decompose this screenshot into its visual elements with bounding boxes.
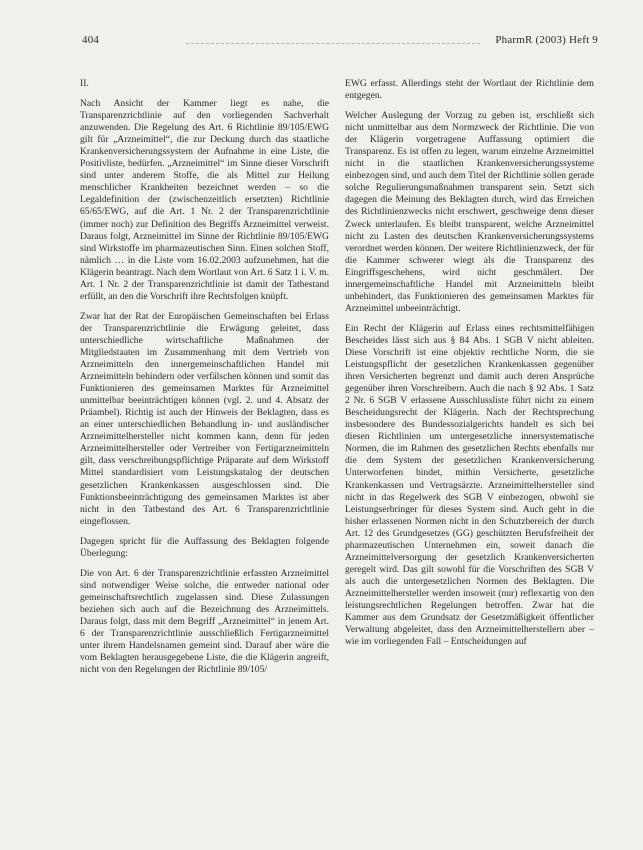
page-header	[82, 34, 598, 50]
paragraph: Zwar hat der Rat der Europäischen Gemeinschaften bei Erlass der Transparenzrichtlinie die Erwägung geleitet, dass unterschiedliche wirtschaftliche Maßnahmen der Mitgliedstaaten im Zusammenhang mit dem Vertrieb von Arzneimitteln den innergemeinschaftlichen Handel mit Arzneimitteln behindern oder verfälschen können und somit das Funktionieren des gemeinsamen Marktes für Arzneimittel unmittelbar beeinträchtigen können (vgl. 2. und 4. Absatz der Präambel). Richtig ist auch der Hinweis der Beklagten, dass es an einer unterschiedlichen Behandlung in- und ausländischer Arzneimittelhersteller nicht kommen kann, denn für jeden Arzneimittelhersteller oder Vertreiber von Fertigarzneimitteln gilt, dass verschreibungspflichtige Präparate auf dem Wirkstoff Mittel standardisiert vom Leistungskatalog der deutschen gesetzlichen Krankenkassen ausgeschlossen sind. Die Funktionsbeeinträchtigung des gemeinsamen Marktes ist aber nicht in den Tatbestand des Art. 6 Transparenzrichtlinie eingeflossen.	[80, 310, 329, 527]
paragraph: EWG erfasst. Allerdings steht der Wortlaut der Richtlinie dem entgegen.	[345, 78, 594, 102]
running-head: PharmR (2003) Heft 9	[495, 34, 598, 46]
section-label: II.	[80, 78, 89, 89]
page-number: 404	[82, 34, 100, 46]
paragraph: Welcher Auslegung der Vorzug zu geben ist, erschließt sich nicht unmittelbar aus dem Normzweck der Richtlinie. Die von der Klägerin vorgetragene Auffassung optimiert die Transparenz. Es ist offen zu legen, warum einzelne Arzneimittel nicht in die staatlichen Krankenversicherungssysteme einbezogen sind, und auch dem Titel der Richtlinie sollen gerade solche Regulierungsmaßnahmen transparent sein. Setzt sich dagegen die Meinung des Beklagten durch, wird das Erreichen des Richtlinienzwecks nicht erschwert, geschweige denn dieser Zweck unterlaufen. Es bleibt transparent, welche Arzneimittel nicht zu Lasten des deutschen Krankenversicherungssystems verordnet werden können. Der weitere Richtlinienzweck, der für die Kammer schwerer wiegt als die Transparenz des Eingriffsgeschehens, wird nicht geschmälert. Der innergemeinschaftliche Handel mit Arzneimitteln bleibt unbehindert, das Funktionieren des gemeinsamen Marktes für Arzneimittel unbeeinträchtigt.	[345, 110, 594, 314]
paragraph: Ein Recht der Klägerin auf Erlass eines rechtsmittelfähigen Bescheides lässt sich aus § 84 Abs. 1 SGB V nicht ableiten. Diese Vorschrift ist eine objektiv rechtliche Norm, die sie Leistungspflicht der gesetzlichen Krankenkassen gegenüber ihren Versicherten begrenzt und damit auch deren Ansprüche gegenüber ihren Vorschreibern. Auch die nach § 92 Abs. 1 Satz 2 Nr. 6 SGB V erlassene Ausschlussliste führt nicht zu einem Bescheidungsrecht der Klägerin. Nach der Rechtsprechung insbesondere des Bundessozialgerichts handelt es sich bei diesen Richtlinien um untergesetzliche innersystematische Normen, die im Rahmen des gesetzlichen Rechts ebenfalls nur die dem System der gesetzlichen Krankenversicherung Unterworfenen bindet, mithin Versicherte, gesetzliche Krankenkassen und Vertragsärzte. Arzneimittelhersteller sind nicht in das Regelwerk des SGB V einbezogen, obwohl sie Leistungserbringer für dieses System sind. Auch geht in die bisher erlassenen Normen nicht in den Schutzbereich der durch Art. 12 des Grundgesetzes (GG) geschützten Berufsfreiheit der pharmazeutischen Unternehmen ein, soweit danach die Arzneimittelversorgung der gesetzlich Krankenversicherten geregelt wird. Das gilt sowohl für die Vorschriften des SGB V als auch die untergesetzlichen Normen des Beklagten. Die Arzneimittelhersteller werden insoweit (nur) reflexartig von den leistungsrechtlichen Regelungen betroffen. Zwar hat die Kammer aus dem Grundsatz der Gesetzmäßigkeit öffentlicher Verwaltung abgeleitet, dass den Arzneimittelherstellern aber – wie im vorliegenden Fall – Entscheidungen auf	[345, 322, 594, 648]
header-rule	[186, 43, 480, 44]
paragraph: Die von Art. 6 der Transparenzrichtlinie erfassten Arzneimittel sind notwendiger Weise solche, die entweder national oder gemeinschaftsrechtlich zugelassen sind. Diese Zulassungen beziehen sich auch auf die Bezeichnung des Arzneimittels. Daraus folgt, dass mit dem Begriff „Arzneimittel“ in jenem Art. 6 der Transparenzrichtlinie ausschließlich Fertigarzneimittel unter ihrem Handelsnamen gemeint sind. Darauf aber wäre die vom Beklagten herausgegebene Liste, die die Klägerin angreift, nicht von den Regelungen der Richtlinie 89/105/	[80, 567, 329, 676]
left-column	[80, 78, 329, 684]
paragraph: Nach Ansicht der Kammer liegt es nahe, die Transparenzrichtlinie auf den vorliegenden Sachverhalt anzuwenden. Die Regelung des Art. 6 Richtlinie 89/105/EWG gilt für „Arzneimittel“, die zur Deckung durch das staatliche Krankenversicherungssystem der Aufnahme in eine Liste, die Positivliste, bedürfen. „Arzneimittel“ im Sinne dieser Vorschrift sind unter anderem Stoffe, die als Mittel zur Heilung menschlicher Krankheiten bezeichnet werden – so die Legaldefinition der (zwischenzeitlich ersetzten) Richtlinie 65/65/EWG, auf die Art. 1 Nr. 2 der Transparenzrichtlinie (immer noch) zur Definition des Begriffs Arzneimittel verweist. Daraus folgt, Arzneimittel im Sinne der Richtlinie 89/105/EWG sind Wirkstoffe im pharmazeutischen Sinn. Einen solchen Stoff, nämlich … in die Liste vom 16.02.2003 aufzunehmen, hat die Klägerin beantragt. Nach dem Wortlaut von Art. 6 Satz 1 i. V. m. Art. 1 Nr. 2 der Transparenzrichtlinie ist damit der Tatbestand erfüllt, an den die Vorschrift ihre Rechtsfolgen knüpft.	[80, 98, 329, 302]
paragraph: Dagegen spricht für die Auffassung des Beklagten folgende Überlegung:	[80, 535, 329, 559]
right-column	[345, 78, 594, 656]
